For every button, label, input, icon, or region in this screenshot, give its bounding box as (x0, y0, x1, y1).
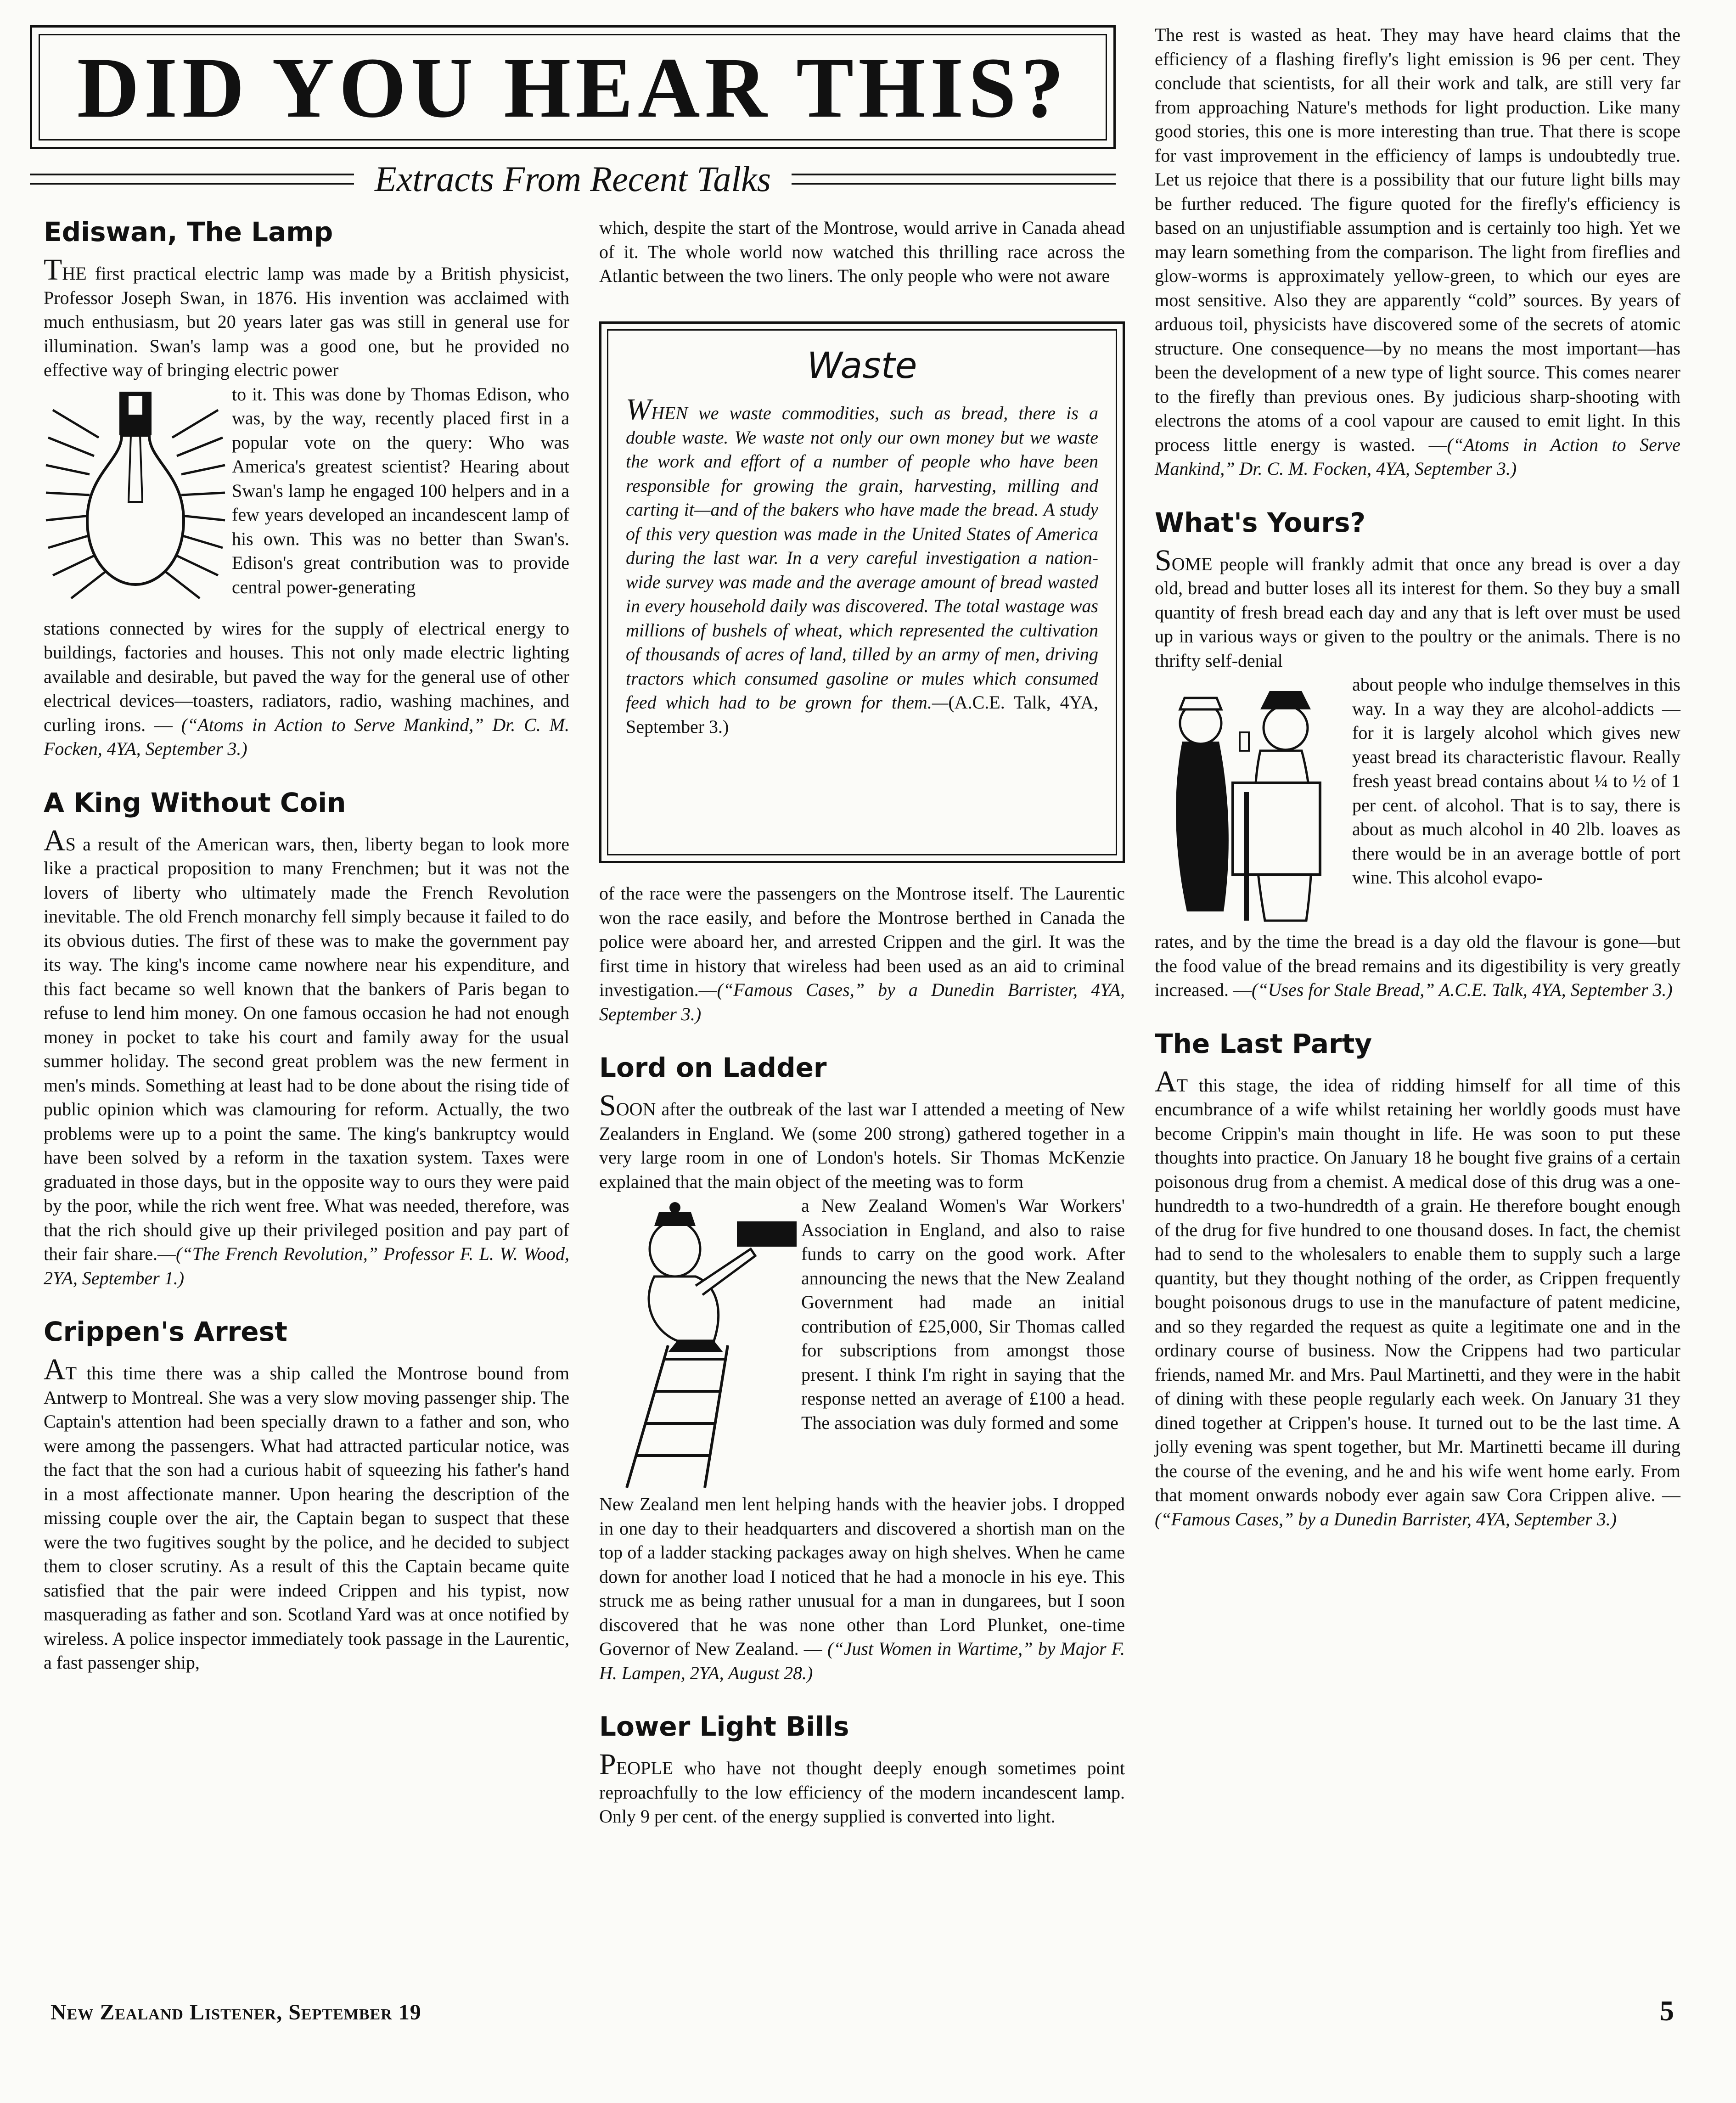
drinkers-illustration (1155, 673, 1352, 930)
column-2-lower (599, 882, 1125, 1829)
article-paragraph: rates, and by the time the bread is a day old the flavour is gone—but the food value of the bread remains and its digestibility is very greatly increased. —(“Uses for Stale Bread,” A.C.E. Talk, 4YA, September 3.) (1155, 931, 1680, 1000)
article-paragraph: to it. This was done by Thomas Edison, who was, by the way, recently placed first in a popular vote on the query: Who was America's greatest scientist? Hearing about Swan's lamp he engaged 100 helpers and in a few years developed an incandescent lamp of his own. This was no better than Swan's. Edison's great contribution was to provide central power-generating (232, 383, 569, 597)
article-heading: Waste (807, 345, 917, 387)
subtitle-rule-left (30, 174, 354, 185)
article-king-without-coin (44, 787, 569, 1291)
column-2 (599, 216, 1125, 288)
citation: (A.C.E. Talk, 4YA, September 3.) (626, 692, 1099, 737)
drop-cap: W (626, 393, 651, 426)
column-1 (44, 216, 569, 1675)
two-men-drinking-icon (1155, 673, 1348, 930)
drop-cap: S (599, 1089, 616, 1122)
citation: (“Atoms in Action to Serve Mankind,” Dr. C. M. Focken, 4YA, September 3.) (44, 714, 570, 759)
article-paragraph: stations connected by wires for the supply of electrical energy to buildings, factories and houses. This not only made electric lighting available and desirable, but paved the way for the general use of other electrical devices—toasters, radiators, radio, washing machines, and curling irons. — (“Atoms in Action to Serve Mankind,” Dr. C. M. Focken, 4YA, September 3.) (44, 618, 570, 759)
light-bulb-icon (44, 382, 227, 617)
article-paragraph: about people who indulge themselves in this way. In a way they are alcohol-addicts — for it is largely alcohol which gives new yeast bread its characteristic flavour. Really fresh yeast bread contains about ¼ to ½ of 1 per cent. of alcohol. That is to say, there is about as much alcohol in 40 2lb. loaves as there would be in an average bottle of port wine. This alcohol evapo- (1352, 674, 1680, 888)
drop-cap: P (599, 1748, 616, 1781)
drop-cap: S (1155, 543, 1172, 577)
footer-masthead: New Zealand Listener, September 19 (51, 2000, 421, 2024)
ladder-illustration (599, 1194, 801, 1492)
article-paragraph: THE first practical electric lamp was made by a British physicist, Professor Joseph Swan, in 1876. His invention was acclaimed with much enthusiasm, but 20 years later gas was still in general use for illumination. Swan's lamp was a good one, but he provided no effective way of bringing electric power (44, 253, 569, 380)
article-paragraph: AT this stage, the idea of ridding himself for all time of this encumbrance of a wife whilst retaining her worldly goods must have become Crippin's main thought in life. He was soon to put these thoughts into practice. On January 18 he bought five grains of a certain poisonous drug from a chemist. A medical dose of this drug was a one-hundredth to a two-hundredth of a grain. He therefore bought enough of the drug for five hundred to one thousand doses. In fact, the chemist had to send to the wholesalers to enable them to supply such a large quantity, but they thought nothing of the order, as Crippen frequently bought poisonous drugs to use in the manufacture of patent medicine, and so they regarded the request as quite a legitimate one and in the ordinary course of business. Now the Crippens had two particular friends, named Mr. and Mrs. Paul Martinetti, and they were in the habit of dining with these people regularly each week. On January 31 they dined together at Crippen's house. It turned out to be the last time. A jolly evening was spent together, but Mr. Martinetti became ill during the course of the evening, and he and his wife went home early. From that moment onwards nobody ever again saw Cora Crippen alive. —(“Famous Cases,” by a Dunedin Barrister, 4YA, September 3.) (1155, 1064, 1680, 1529)
masthead-box (30, 25, 1116, 149)
column-3 (1155, 23, 1680, 1531)
article-heading: What's Yours? (1155, 506, 1366, 538)
citation: (“Just Women in Wartime,” by Major F. H. Lampen, 2YA, August 28.) (599, 1638, 1125, 1683)
drop-cap: A (44, 1353, 66, 1386)
article-paragraph: AS a result of the American wars, then, liberty began to look more like a practical proposition to many Frenchmen; but it was not the lovers of liberty who ultimately made the French Revolution inevitable. The old French monarchy fell simply because it failed to do its obvious duties. The first of these was to make the government pay its way. The king's income came nowhere near his expenditure, and this fact became so well known that the bankers of Paris began to refuse to lend him money. On one famous occasion he had not enough money in pocket to take his court and family away for the usual summer holiday. The second great problem was the new ferment in men's minds. Something at least had to be done about the rising tide of public opinion which was clamouring for reform. Actually, the two problems were up to a point the same. The king's bankruptcy would have been solved by a reform in the taxation system. Taxes were graduated in those days, but in the opposite way to ours they were paid by the poor, while the rich went free. What was needed, therefore, was that the rich should give up their privileged position and pay part of their fair share.—(“The French Revolution,” Professor F. L. W. Wood, 2YA, September 1.) (44, 823, 569, 1288)
article-heading: Lower Light Bills (599, 1711, 849, 1742)
drop-cap: A (44, 823, 66, 857)
citation: (“Famous Cases,” by a Dunedin Barrister, 4YA, September 3.) (599, 979, 1125, 1024)
article-continuation: The rest is wasted as heat. They may have heard claims that the efficiency of a flashing firefly's light emission is 96 per cent. They conclude that scientists, for all their work and talk, are still very far from approaching Nature's methods for light production. Like many good stories, this one is more interesting than true. That there is scope for vast improvement in the efficiency of lamps is undoubtedly true. Let us rejoice that there is a possibility that our future light bills may be further reduced. The figure quoted for the firefly's efficiency is based on an unjustifiable assumption and is certainly too high. Yet we may learn something from the comparison. The light from fireflies and glow-worms is approximately yellow-green, to which our eyes are most sensitive. Also they are apparently “cold” sources. By years of arduous toil, physicists have discovered some of the secrets of atomic structure. One consequence—by no means the most important—has been the development of a new type of light source. This comes nearer to the firefly than previous ones. By judicious sharp-shooting with electrons the atoms of a cool vapour are caused to emit light. In this process little energy is wasted. —(“Atoms in Action to Serve Mankind,” Dr. C. M. Focken, 4YA, September 3.) (1155, 24, 1681, 479)
article-lower-light-bills (599, 1710, 1125, 1829)
article-continuation: of the race were the passengers on the Montrose itself. The Laurentic won the race easily, and before the Montrose berthed in Canada the police were aboard her, and arrested Crippen and the girl. It was the first time in history that wireless had been used as an aid to criminal investigation.—(“Famous Cases,” by a Dunedin Barrister, 4YA, September 3.) (599, 883, 1125, 1024)
article-paragraph: PEOPLE who have not thought deeply enough sometimes point reproachfully to the low efficiency of the modern incandescent lamp. Only 9 per cent. of the energy supplied is converted into light. (599, 1748, 1125, 1827)
waste-inner-border (607, 329, 1117, 855)
article-heading: The Last Party (1155, 1028, 1372, 1059)
article-heading: Lord on Ladder (599, 1052, 827, 1083)
article-paragraph: SOME people will frankly admit that once any bread is over a day old, bread and butter loses all its interest for them. So they buy a small quantity of fresh bread each day and any that is left over must be used up in various ways or given to the poultry or the animals. There is no thrifty self-denial (1155, 543, 1680, 671)
article-heading: Crippen's Arrest (44, 1316, 287, 1347)
man-on-ladder-icon (599, 1194, 797, 1492)
article-paragraph: SOON after the outbreak of the last war I attended a meeting of New Zealanders in England. We (some 200 strong) gathered together in a very large room in one of London's hotels. Sir Thomas McKenzie explained that the main object of the meeting was to form (599, 1089, 1125, 1192)
drop-cap: A (1155, 1064, 1177, 1098)
article-paragraph: a New Zealand Women's War Workers' Association in England, and also to raise funds to carry on the good work. After announcing the news that the New Zealand Government had made an initial contribution of £25,000, Sir Thomas called for subscriptions from amongst those present. I think I'm right in saying that the response netted an average of £100 a head. The association was duly formed and some (801, 1195, 1125, 1433)
drop-cap: T (44, 253, 62, 287)
subtitle-row (30, 154, 1116, 204)
article-paragraph: WHEN we waste commodities, such as bread, there is a double waste. We waste not only our own money but we waste the work and effort of a number of people who have been responsible for growing the grain, harvesting, milling and carting it—and of the bakers who have made the bread. A study of this very question was made in the United States of America during the last war. In a very careful investigation a nation-wide survey was made and the average amount of bread wasted in every household daily was discovered. The total wastage was millions of bushels of wheat, which represented the cultivation of thousands of acres of land, tilled by an army of men, driving tractors which consumed gasoline or mules which consumed feed which had to be grown for them.—(A.C.E. Talk, 4YA, September 3.) (626, 393, 1099, 737)
article-crippens-arrest (44, 1316, 569, 1675)
citation: (“Uses for Stale Bread,” A.C.E. Talk, 4YA, September 3.) (1252, 979, 1673, 1000)
masthead-inner-border (39, 34, 1107, 141)
page-subtitle: Extracts From Recent Talks (375, 159, 771, 199)
page-number: 5 (1660, 1996, 1674, 2027)
article-paragraph: AT this time there was a ship called the Montrose bound from Antwerp to Montreal. She was a very slow moving passenger ship. The Captain's attention had been specially drawn to a father and son, who were among the passengers. What had attracted particular notice, was the fact that the son had a curious habit of squeezing his father's hand in a most affectionate manner. Upon hearing the description of the missing couple over the air, the Captain began to suspect that these were the two fugitives sought by the police, and he decided to subject them to closer scrutiny. As a result of this the Captain became quite satisfied that the pair were indeed Crippen and his typist, now masquerading as father and son. Scotland Yard was at once notified by wireless. A police inspector immediately took passage in the Laurentic, a fast passenger ship, (44, 1353, 569, 1673)
article-continuation: which, despite the start of the Montrose, would arrive in Canada ahead of it. The whole world now watched this thrilling race across the Atlantic between the two liners. The only people who were not aware (599, 217, 1125, 286)
page-title: DID YOU HEAR THIS? (77, 39, 1069, 135)
subtitle-rule-right (792, 174, 1116, 185)
article-heading: A King Without Coin (44, 787, 346, 818)
article-lord-on-ladder (599, 1052, 1125, 1685)
lamp-illustration (44, 382, 232, 617)
waste-boxed-article (599, 321, 1125, 863)
article-the-last-party (1155, 1028, 1680, 1532)
citation: (“Famous Cases,” by a Dunedin Barrister, 4YA, September 3.) (1155, 1508, 1617, 1529)
article-heading: Ediswan, The Lamp (44, 216, 333, 247)
article-ediswan (44, 216, 569, 761)
article-whats-yours (1155, 506, 1680, 1002)
citation: (“Atoms in Action to Serve Mankind,” Dr. C. M. Focken, 4YA, September 3.) (1155, 434, 1681, 479)
article-paragraph: New Zealand men lent helping hands with the heavier jobs. I dropped in one day to their headquarters and discovered a shortish man on the top of a ladder stacking packages away on high shelves. When he came down for another load I noticed that he had a monocle in his eye. This struck me as being rather unusual for a man in dungarees, but I soon discovered that he was none other than Lord Plunket, one-time Governor of New Zealand. — (“Just Women in Wartime,” by Major F. H. Lampen, 2YA, August 28.) (599, 1494, 1125, 1683)
citation: (“The French Revolution,” Professor F. L. W. Wood, 2YA, September 1.) (44, 1243, 569, 1288)
